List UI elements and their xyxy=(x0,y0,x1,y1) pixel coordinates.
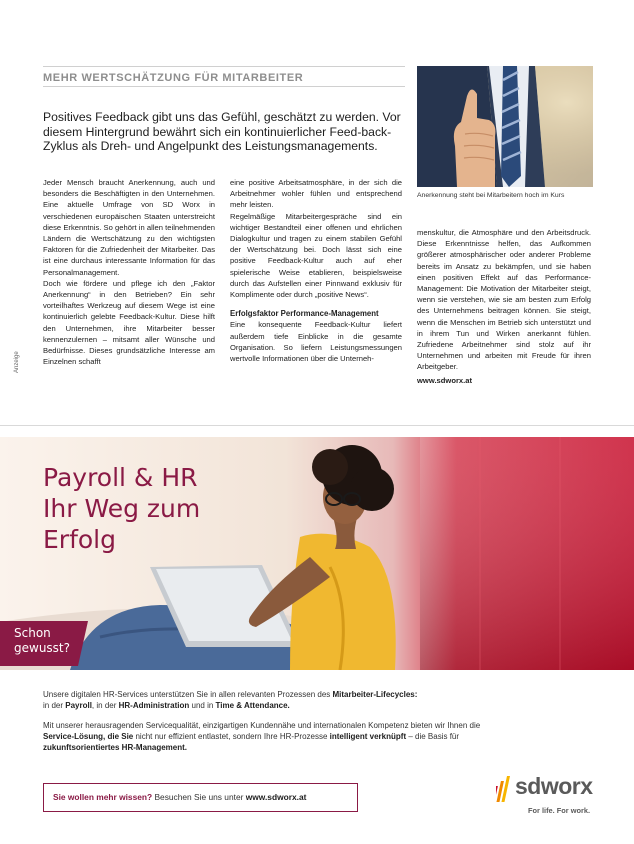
ad-p1-text-h: Time & Attendance. xyxy=(215,701,290,710)
badge-line-1: Schon xyxy=(14,626,51,640)
cta-text: Besuchen Sie uns unter xyxy=(152,792,246,802)
col2-paragraph-2: Regelmäßige Mitarbeitergespräche sind ein wichtiger Bestandteil einer offenen und ehrlichen Dialogkultur und tragen zu einem stabilen Gefühl der Wertschätzung bei. Doch lässt sich eine positive Feedback-Kultur auch auf eher spielerische Weise etablieren, beispielsweise durch das Aufstellen einer Pinnwand exklusiv für Komplimente oder durch „positive News“. xyxy=(230,211,402,300)
ad-p2-text-f: zukunftsorientiertes HR-Management. xyxy=(43,743,188,752)
ad-headline xyxy=(43,462,200,555)
ad-p1-text-c: in der xyxy=(43,701,66,710)
ad-p1-text-a: Unsere digitalen HR-Services unterstützen Sie in allen relevanten Prozessen des xyxy=(43,690,333,699)
logo-tagline: For life. For work. xyxy=(528,806,591,815)
did-you-know-badge xyxy=(14,626,70,656)
ad-p2-text-c: nicht nur effizient entlastet, sondern Ihre HR-Prozesse xyxy=(133,732,330,741)
col3-paragraph-1: menskultur, die Atmosphäre und den Arbeitsdruck. Diese Erkenntnisse helfen, das Aufkommen größerer atmosphärischer oder anderer Probleme bereits im Ansatz zu bekämpfen, und sie haben einen positiven Effekt auf das Performance-Management: Die Motivation der Mitarbeiter steigt, wenn sie verstehen, wie sie am besten zum Erfolg des Unternehmens beitragen können. Sie steigt, wenn die Menschen im Betrieb sich unterstützt und in ihrem Tun und Wirken anerkannt fühlen. Zufriedene Arbeitnehmer sind stolz auf ihr Unternehmen und arbeiten mit Freude für ihren Arbeitgeber. xyxy=(417,228,591,372)
logo-wordmark: sdworx xyxy=(515,773,593,799)
article-column-2 xyxy=(230,177,402,364)
ad-p2-text-e: – die Basis für xyxy=(406,732,460,741)
ad-p1-text-d: Payroll xyxy=(65,701,92,710)
kicker-rule-top xyxy=(43,66,405,67)
article-lead: Positives Feedback gibt uns das Gefühl, geschätzt zu werden. Vor diesem Hintergrund bewährt sich ein kontinuierlicher Feed-back-Zyklus als Dreh- und Angelpunkt des Leistungsmanagements. xyxy=(43,110,401,153)
anzeige-label: Anzeige xyxy=(14,351,20,373)
section-divider xyxy=(0,425,634,426)
ad-p1-text-f: HR-Administration xyxy=(118,701,190,710)
photo-caption: Anerkennung steht bei Mitarbeitern hoch im Kurs xyxy=(417,192,565,199)
sdworx-logo-icon xyxy=(496,776,516,804)
article-kicker: MEHR WERTSCHÄTZUNG FÜR MITARBEITER xyxy=(43,72,304,84)
col2-heading: Erfolgsfaktor Performance-Management xyxy=(230,309,379,319)
ad-p1-text-b: Mitarbeiter-Lifecycles: xyxy=(332,690,418,699)
cta-box[interactable] xyxy=(43,783,358,812)
col3-url[interactable]: www.sdworx.at xyxy=(417,375,472,385)
ad-p2-text-b: Service-Lösung, die Sie xyxy=(43,732,134,741)
col1-paragraph-2: Doch wie fördere und pflege ich den „Faktor Anerkennung“ in den Betrieben? Ein sehr vorteilhaftes Werkzeug auf diesem Wege ist eine kontinuierlich gelebte Feedback-Kultur. Diese hilft den Unternehmen, ihre Mitarbeiter besser kennenzulernen – mitsamt aller Wünsche und Bedürfnisse. Dieses grundsätzliche Interesse am Einzelnen schafft xyxy=(43,278,215,367)
ad-p2-text-d: intelligent verknüpft xyxy=(329,732,407,741)
ad-headline-line-3: Erfolg xyxy=(43,525,116,554)
ad-headline-line-2: Ihr Weg zum xyxy=(43,494,201,523)
ad-p1-text-g: und in xyxy=(189,701,216,710)
badge-line-2: gewusst? xyxy=(14,641,70,655)
ad-paragraph-2 xyxy=(43,720,483,753)
col1-paragraph-1: Jeder Mensch braucht Anerkennung, auch und besonders die Beschäftigten in den Unternehmen. Eine aktuelle Umfrage von SD Worx in verschiedenen europäischen Staaten unterstreicht diese Erkenntnis. So gehört in allen teilnehmenden Ländern die Wertschätzung zu den wichtigsten Faktoren für die Zufriedenheit der Mitarbeiter. Das ist eine durchaus interessante Information für das Personalmanagement. xyxy=(43,178,215,277)
ad-p2-text-a: Mit unserer herausragenden Servicequalität, einzigartigen Kundennähe und internationalen Kompetenz bieten wir Ihnen die xyxy=(43,721,481,730)
article-column-3 xyxy=(417,227,591,386)
article-column-1 xyxy=(43,177,215,367)
col2-paragraph-3: Eine konsequente Feedback-Kultur liefert außerdem tiefe Einblicke in die gesamte Organisation. So liefern Leistungsmessungen wertvolle Informationen über die Unterneh- xyxy=(230,320,402,364)
kicker-rule-bottom xyxy=(43,86,405,87)
ad-headline-line-1: Payroll & HR xyxy=(43,463,198,492)
col2-paragraph-1: eine positive Arbeitsatmosphäre, in der sich die Arbeitnehmer wohler fühlen und entsprechend mehr leisten. xyxy=(230,178,402,210)
cta-url-link[interactable]: www.sdworx.at xyxy=(245,792,307,802)
ad-p1-text-e: , in der xyxy=(91,701,119,710)
thumbs-up-photo xyxy=(417,66,593,187)
cta-bold: Sie wollen mehr wissen? xyxy=(53,792,153,802)
ad-paragraph-1 xyxy=(43,689,483,711)
